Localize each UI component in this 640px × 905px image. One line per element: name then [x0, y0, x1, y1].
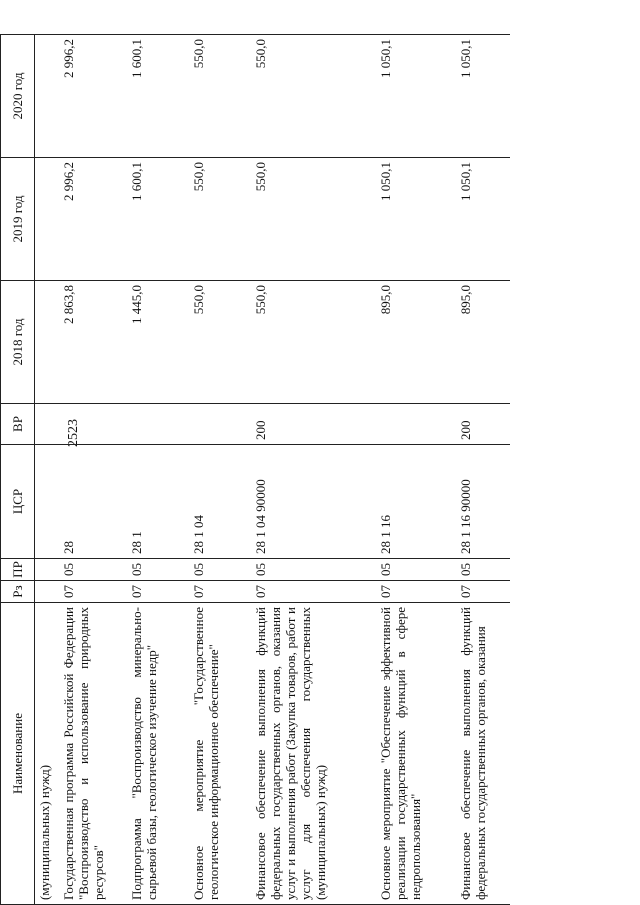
row-name: Финансовое обеспечение выполнения функций федеральных государственных органов, оказания	[456, 603, 510, 905]
row-2020: 1 050,1	[456, 35, 510, 158]
row-2020: 550,0	[189, 35, 251, 158]
row-2020: 2 996,2	[59, 35, 127, 158]
row-rz: 07	[456, 581, 510, 603]
row-pr: 05	[59, 559, 127, 581]
row-rz: 07	[59, 581, 127, 603]
page-number: 2523	[66, 419, 81, 447]
row-2020: 550,0	[251, 35, 376, 158]
row-rz: 07	[127, 581, 189, 603]
row-vr	[376, 404, 456, 445]
row-csr: 28 1 04 90000	[251, 445, 376, 559]
row-name: (муниципальных) нужд)	[35, 603, 59, 905]
row-2019: 550,0	[251, 158, 376, 281]
row-pr: 05	[127, 559, 189, 581]
table-header-row	[1, 35, 35, 905]
row-csr: 28	[59, 445, 127, 559]
row-name: Основное мероприятие "Обеспечение эффективной реализации государственных функций в сфере недропользования"	[376, 603, 456, 905]
row-2019: 2 996,2	[59, 158, 127, 281]
row-2019: 1 050,1	[456, 158, 510, 281]
row-2018: 2 863,8	[59, 281, 127, 404]
header-csr: ЦСР	[1, 445, 35, 559]
row-pr: 05	[376, 559, 456, 581]
row-rz: 07	[189, 581, 251, 603]
row-2020: 1 600,1	[127, 35, 189, 158]
row-csr: 28 1	[127, 445, 189, 559]
table-row	[127, 35, 189, 905]
table-row	[35, 35, 59, 905]
row-2019: 1 600,1	[127, 158, 189, 281]
row-pr: 05	[251, 559, 376, 581]
row-2018: 1 445,0	[127, 281, 189, 404]
row-csr: 28 1 16 90000	[456, 445, 510, 559]
row-vr: 200	[251, 404, 376, 445]
row-rz	[35, 581, 59, 603]
header-2020: 2020 год	[1, 35, 35, 158]
table-row	[189, 35, 251, 905]
row-vr	[59, 404, 127, 445]
header-2018: 2018 год	[1, 281, 35, 404]
row-name: Подпрограмма "Воспроизводство минерально-сырьевой базы, геологическое изучение недр"	[127, 603, 189, 905]
row-name: Финансовое обеспечение выполнения функций федеральных государственных органов, оказания услуг и выполнения работ (Закупка товаров, работ и услуг для обеспечения государственных (муниципальных) нужд)	[251, 603, 376, 905]
row-2018	[35, 281, 59, 404]
budget-table	[0, 34, 510, 905]
row-name: Государственная программа Российской Федерации "Воспроизводство и использование природных ресурсов"	[59, 603, 127, 905]
table-row	[376, 35, 456, 905]
table-row	[456, 35, 510, 905]
row-vr: 200	[456, 404, 510, 445]
table-row	[251, 35, 376, 905]
row-2018: 895,0	[456, 281, 510, 404]
header-pr: ПР	[1, 559, 35, 581]
header-vr: ВР	[1, 404, 35, 445]
row-vr	[189, 404, 251, 445]
table-row	[59, 35, 127, 905]
row-2020	[35, 35, 59, 158]
row-name: Основное мероприятие "Государственное геологическое информационное обеспечение"	[189, 603, 251, 905]
row-vr	[35, 404, 59, 445]
row-2019	[35, 158, 59, 281]
row-pr: 05	[189, 559, 251, 581]
row-vr	[127, 404, 189, 445]
row-csr	[35, 445, 59, 559]
row-rz: 07	[376, 581, 456, 603]
row-2018: 550,0	[189, 281, 251, 404]
row-rz: 07	[251, 581, 376, 603]
row-csr: 28 1 16	[376, 445, 456, 559]
row-2019: 1 050,1	[376, 158, 456, 281]
row-2020: 1 050,1	[376, 35, 456, 158]
header-name: Наименование	[1, 603, 35, 905]
row-2018: 550,0	[251, 281, 376, 404]
header-2019: 2019 год	[1, 158, 35, 281]
row-pr: 05	[456, 559, 510, 581]
row-2019: 550,0	[189, 158, 251, 281]
header-rz: Рз	[1, 581, 35, 603]
row-pr	[35, 559, 59, 581]
row-2018: 895,0	[376, 281, 456, 404]
row-csr: 28 1 04	[189, 445, 251, 559]
